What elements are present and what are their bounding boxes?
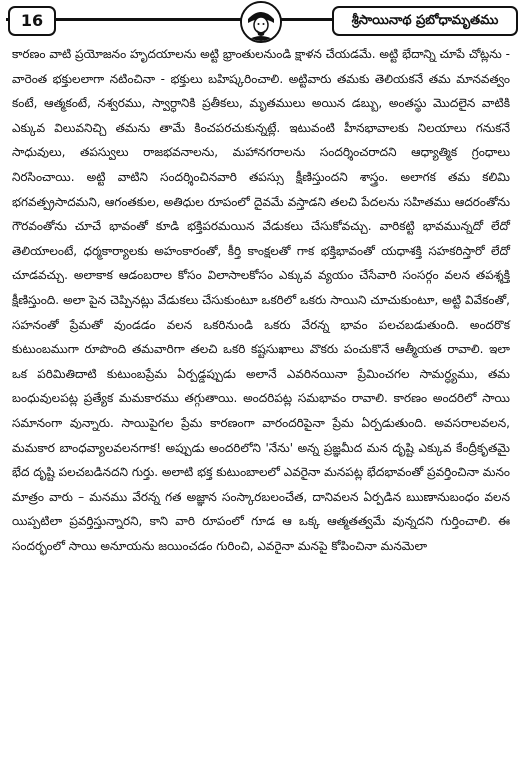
page-body xyxy=(12,42,510,558)
body-paragraph: కారణం వాటి ప్రయోజనం హృదయాలను అట్టి భ్రాంతులనుండి క్షాళన చేయడమే. అట్టి భేదాన్ని చూపే చోట్లను - వారెంత భక్తులలాగా నటించినా - భక్తులు బహిష్కరించాలి. అట్టివారు తమకు తెలియకనే తమ మానవత్వం కంటే, ఆత్మకంటే, నశ్వరము, స్వార్ధానికి ప్రతీకలు, మృతములు అయిన డబ్బు, అంతస్థు మొదలైన వాటికి ఎక్కువ విలువనిచ్చి తమను తామే కించపరచుకున్నట్లే. ఇటువంటి హీనభావాలకు నిలయాలు గనుకనే సాధువులు, తపస్వులు రాజభవనాలను, మహానగరాలను సందర్శించరాదని ఆధ్యాత్మిక గ్రంధాలు నిరసించాయి. అట్టి వాటిని సందర్శించినవారి తపస్సు క్షీణిస్తుందని శాస్త్రం. అలాగక తమ కలిమి భగవత్ప్రసాదమని, ఆగంతకుల, అతిధుల రూపంలో దైవమే వస్తాడని తలచి పేదలను సహితము ఆదరంతోను గౌరవంతోను చూచే భావంతో కూడి భక్తిపరమయిన వేడుకలు చేసుకోవచ్చు. వారికట్టి భావమున్నదో లేదో తెలియాలంటే, ధర్మకార్యాలకు అహంకారంతో, కీర్తి కాంక్షలతో గాక భక్తిభావంతో యధాశక్తి సహకరిస్తారో లేదో చూడవచ్చు. అలాకాక ఆడంబరాల కోసం విలాసాలకోసం ఎక్కువ వ్యయం చేసేవారి సంసర్గం వలన తపశ్శక్తి క్షీణిస్తుంది. అలా పైన చెప్పినట్లు వేడుకలు చేసుకుంటూ ఒకరిలో ఒకరు సాయిని చూచుకుంటూ, అట్టి వివేకంతో, సహనంతో ప్రేమతో వుండడం వలన ఒకరినుండి ఒకరు వేరన్న భావం పలచబడుతుంది. అందరొక కుటుంబముగా రూపొంది తమవారిగా తలచి ఒకరి కష్టసుఖాలు వొకరు పంచుకొనే ఆత్మీయత రావాలి. ఇలా ఒక పరిమితిదాటి కుటుంబప్రేమ ఏర్పడ్డప్పుడు అలానే ఎవరినయినా ప్రేమించగల సామర్ధ్యము, తమ బంధువులపట్ల ప్రత్యేక మమకారము తగ్గుతాయి. అందరిపట్ల సమభావం రావాలి. కారణం అందరిలో సాయి సమానంగా వున్నారు. సాయిపైగల ప్రేమ కారణంగా వారందరిపైనా ప్రేమ ఏర్పడుతుంది. అవసరాలవలన, మమకార బాంధవ్యాలవలనగాక! అప్పుడు అందరిలోని 'నేను' అన్న ప్రజ్ఞమీద మన దృష్టి ఎక్కువ కేంద్రీకృతమై భేద దృష్టి పలచబడినదని గుర్తు. అలాటి భక్త కుటుంబాలలో ఎవరైనా మనపట్ల భేదభావంతో ప్రవర్తించినా మనం మాత్రం వారు – మనము వేరన్న గత అజ్ఞాన సంస్కారబలంచేత, దానివలన ఏర్పడిన ఋణానుబంధం వలన యిప్పటిలా ప్రవర్తిస్తున్నారని, కాని వారి రూపంలో గూడ ఆ ఒక్క ఆత్మతత్వమే వున్నదని గుర్తించాలి. ఈ సందర్భంలో సాయి అనూయను జయించడం గురించి, ఎవరైనా మనపై కోపించినా మనమెలా xyxy=(12,47,510,553)
book-title: శ్రీసాయినాథ ప్రబోధామృతము xyxy=(332,6,518,36)
page-number: 16 xyxy=(8,6,56,36)
sai-portrait-icon xyxy=(240,1,282,43)
page-header xyxy=(0,0,520,40)
sai-portrait-drawing xyxy=(242,3,280,41)
